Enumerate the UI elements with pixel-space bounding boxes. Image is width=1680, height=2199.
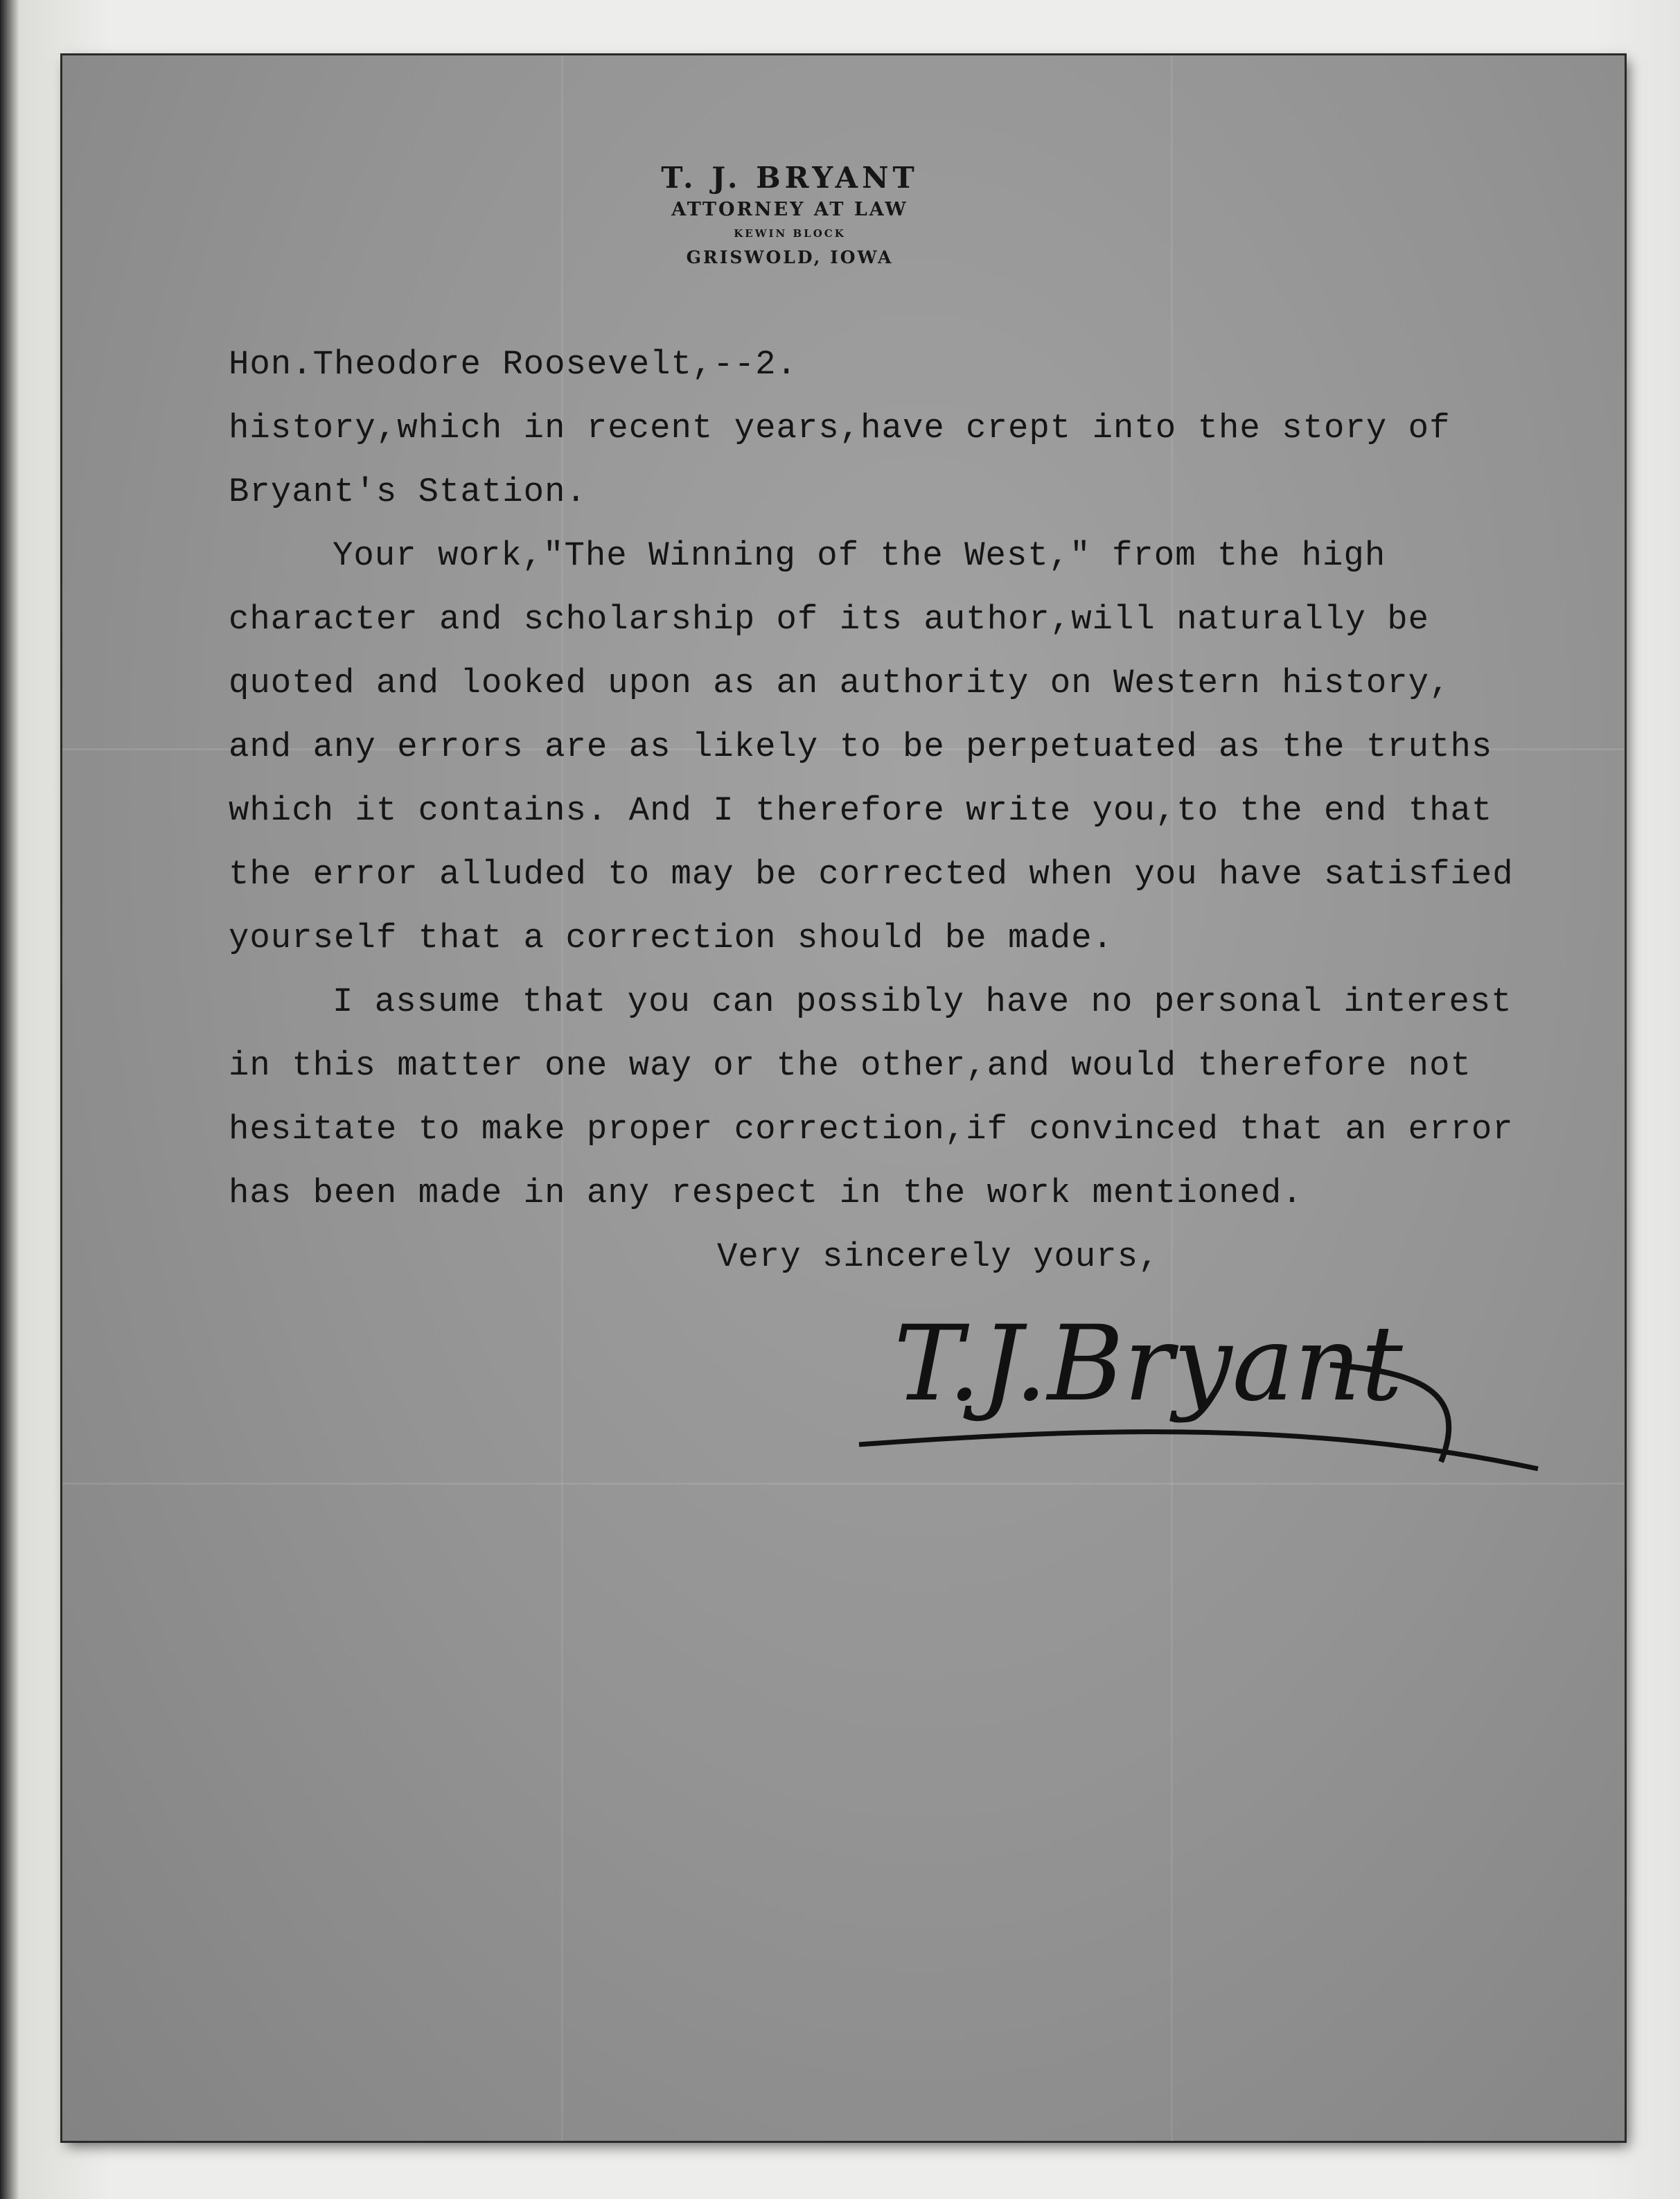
letterhead-city: GRISWOLD, IOWA (686, 247, 894, 267)
closing-line: Very sincerely yours, (717, 1237, 1160, 1276)
signature-text: T.J.Bryant (894, 1304, 1403, 1424)
letterhead-building: KEWIN BLOCK (734, 227, 846, 240)
body-line: and any errors are as likely to be perpetuated as the truths (229, 727, 1493, 766)
body-line: which it contains. And I therefore write you,to the end that (229, 791, 1493, 830)
page-header: Hon.Theodore Roosevelt,--2. (229, 345, 797, 384)
body-line: has been made in any respect in the work mentioned. (229, 1174, 1303, 1212)
body-line: in this matter one way or the other,and would therefore not (229, 1046, 1471, 1085)
body-line: I assume that you can possibly have no personal interest (333, 982, 1512, 1021)
signature-underline (859, 1432, 1538, 1469)
letterhead (62, 159, 1517, 272)
body-line: Bryant's Station. (229, 473, 587, 511)
body-line: yourself that a correction should be made. (229, 919, 1114, 957)
letter-body (229, 333, 1545, 1289)
body-line: history,which in recent years,have crept into the story of (229, 409, 1451, 448)
body-line: Your work,"The Winning of the West," from the high (333, 536, 1386, 575)
letterhead-name: T. J. BRYANT (661, 161, 919, 195)
letterhead-title: ATTORNEY AT LAW (671, 199, 908, 220)
body-line: hesitate to make proper correction,if convinced that an error (229, 1110, 1514, 1149)
signature (845, 1296, 1573, 1559)
body-line: quoted and looked upon as an authority on Western history, (229, 664, 1451, 703)
body-line: character and scholarship of its author,will naturally be (229, 600, 1430, 639)
body-line: the error alluded to may be corrected when you have satisfied (229, 855, 1514, 894)
letter-sheet (62, 55, 1625, 2141)
